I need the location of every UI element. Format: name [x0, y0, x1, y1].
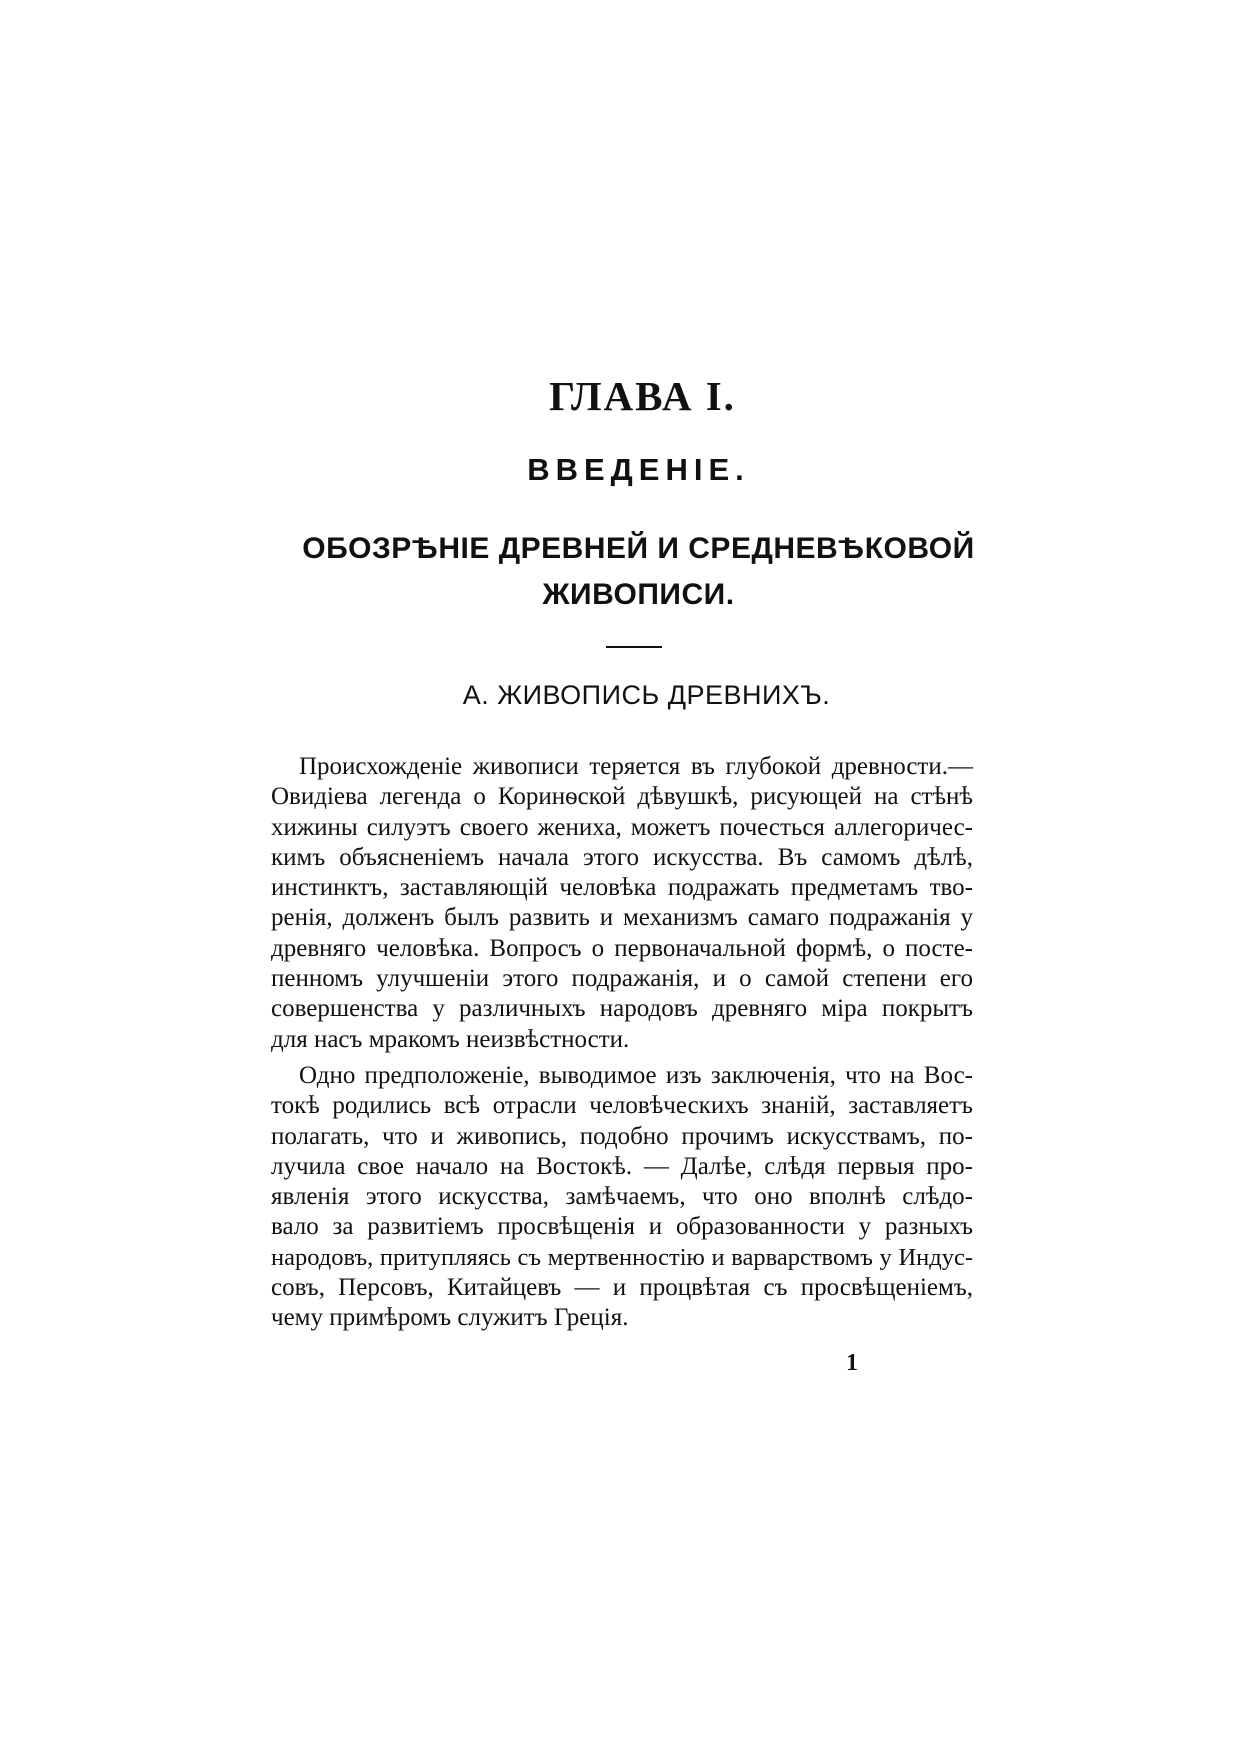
text-line: инстинктъ, заставляющій человѣка подражать предметамъ тво- [271, 874, 973, 902]
text-line: хижины силуэтъ своего жениха, можетъ почесться аллегоричес- [271, 813, 973, 841]
section-divider [606, 646, 662, 648]
chapter-title: ГЛАВА I. [549, 373, 736, 419]
text-line: совъ, Персовъ, Китайцевъ — и процвѣтая съ просвѣщеніемъ, [271, 1274, 973, 1302]
part-title: А. ЖИВОПИСЬ ДРЕВНИХЪ. [462, 680, 831, 710]
text-line: вало за развитіемъ просвѣщенія и образованности у разныхъ [271, 1213, 973, 1241]
text-line: совершенства у различныхъ народовъ древняго міра покрытъ [271, 995, 973, 1023]
text-line: токѣ родились всѣ отрасли человѣческихъ знаній, заставляетъ [271, 1092, 973, 1120]
text-line: полагать, что и живопись, подобно прочимъ искусствамъ, по- [271, 1122, 973, 1150]
section-title: ВВЕДЕНІЕ. [527, 452, 750, 487]
paragraph [271, 752, 973, 1055]
text-line: для насъ мракомъ неизвѣстности. [271, 1025, 630, 1053]
subtitle-line: ЖИВОПИСИ. [542, 578, 735, 611]
body-text [271, 752, 973, 1334]
text-line: Происхожденіе живописи теряется въ глубокой древности.— [299, 753, 973, 780]
subtitle-line: ОБОЗРѢНІЕ ДРЕВНЕЙ И СРЕДНЕВѢКОВОЙ [302, 532, 975, 565]
text-line: лучила свое начало на Востокѣ. — Далѣе, слѣдя первыя про- [271, 1152, 973, 1180]
text-line: Одно предположеніе, выводимое изъ заключенія, что на Вос- [299, 1061, 973, 1089]
text-line: кимъ объясненіемъ начала этого искусства. Въ самомъ дѣлѣ, [271, 843, 973, 871]
text-line: Овидіева легенда о Коринѳской дѣвушкѣ, рисующей на стѣнѣ [271, 783, 973, 811]
page-number: 1 [846, 1350, 858, 1376]
text-line: чему примѣромъ служитъ Греція. [271, 1304, 629, 1332]
paragraph [271, 1061, 973, 1334]
text-line: ренія, долженъ былъ развить и механизмъ самаго подражанія у [271, 904, 973, 932]
text-line: древняго человѣка. Вопросъ о первоначальной формѣ, о посте- [271, 934, 973, 962]
text-line: народовъ, притупляясь съ мертвенностію и варварствомъ у Индус- [271, 1243, 973, 1271]
text-line: явленія этого искусства, замѣчаемъ, что оно вполнѣ слѣдо- [271, 1183, 973, 1211]
text-line: пенномъ улучшеніи этого подражанія, и о самой степени его [271, 965, 973, 993]
chapter-subtitle [18, 526, 1241, 618]
